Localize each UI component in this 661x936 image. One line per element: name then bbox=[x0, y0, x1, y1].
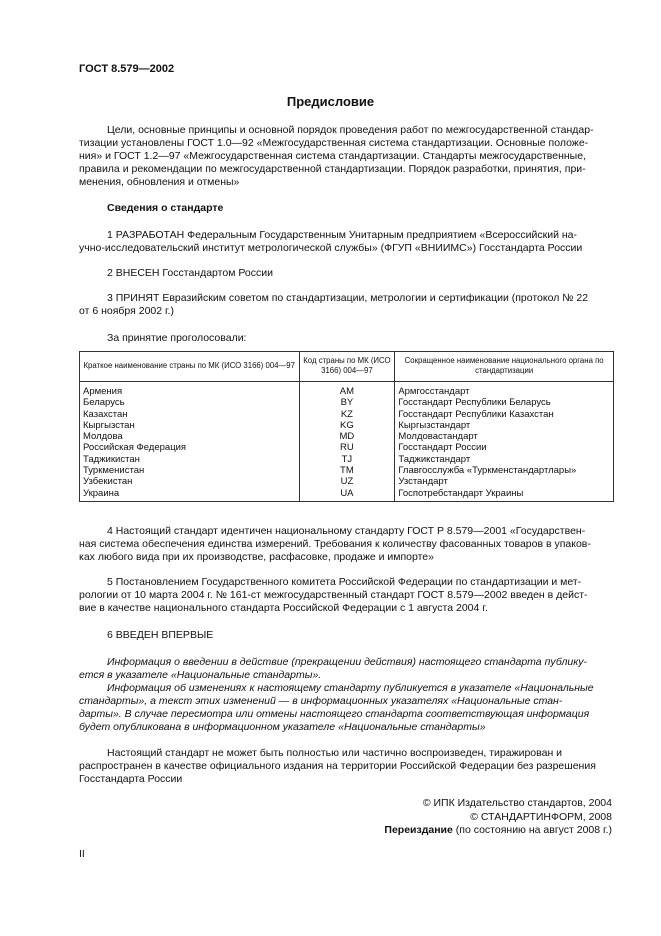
cell-body: Таджикстандарт bbox=[398, 453, 471, 465]
reissue-label: Переиздание bbox=[384, 824, 453, 836]
item-3 bbox=[79, 292, 613, 318]
header-body: Сокращенное наименование национального органа по стандартизации bbox=[395, 352, 614, 382]
item-2-line: 2 ВНЕСЕН Госстандартом России bbox=[107, 267, 273, 279]
cell-code: KG bbox=[299, 420, 395, 431]
cell-body: Госпотребстандарт Украины bbox=[398, 487, 524, 499]
notice-introduction bbox=[79, 656, 613, 682]
table-row bbox=[80, 442, 614, 453]
item-4-line: 4 Настоящий стандарт идентичен национальному стандарту ГОСТ Р 8.579—2001 «Государствен- bbox=[107, 525, 586, 537]
item-6 bbox=[79, 629, 613, 642]
intro-line: ния» и ГОСТ 1.2—97 «Межгосударственная система стандартизации. Стандарты межгосударственные, bbox=[79, 150, 586, 162]
header-country: Краткое наименование страны по МК (ИСО 3166) 004—97 bbox=[80, 352, 300, 382]
cell-code: BY bbox=[299, 397, 395, 408]
item-5-line: 5 Постановлением Государственного комитета Российской Федерации по стандартизации и мет- bbox=[107, 576, 582, 588]
cell-country: Таджикистан bbox=[80, 454, 300, 465]
copyright-line: распространен в качестве официального издания на территории Российской Федерации без разрешения bbox=[79, 760, 596, 772]
copyright-line: Настоящий стандарт не может быть полностью или частично воспроизведен, тиражирован и bbox=[107, 747, 563, 759]
item-1-line: учно-исследовательский институт метрологической службы» (ФГУП «ВНИИМС») Госстандарта России bbox=[79, 242, 583, 254]
table-row bbox=[80, 454, 614, 465]
cell-country: Армения bbox=[80, 382, 300, 398]
cell-country: Узбекистан bbox=[80, 476, 300, 487]
item-3-line: от 6 ноября 2002 г.) bbox=[79, 305, 174, 317]
cell-body: Кыргызстандарт bbox=[398, 419, 471, 431]
cell-code: TJ bbox=[299, 454, 395, 465]
item-5 bbox=[79, 576, 613, 615]
item-2 bbox=[79, 267, 613, 280]
item-3-line: 3 ПРИНЯТ Евразийским советом по стандартизации, метрологии и сертификации (протокол № 22 bbox=[107, 292, 589, 304]
reissue-date: (по состоянию на август 2008 г.) bbox=[452, 824, 612, 836]
table-row bbox=[80, 382, 614, 398]
votes-table bbox=[79, 351, 614, 502]
cell-code: AM bbox=[299, 382, 395, 398]
table-row bbox=[80, 420, 614, 431]
intro-paragraph bbox=[79, 124, 613, 189]
notice-changes bbox=[79, 682, 613, 734]
cell-code: KZ bbox=[299, 409, 395, 420]
item-1 bbox=[79, 229, 613, 255]
imprint-line-1: © ИПК Издательство стандартов, 2004 bbox=[422, 797, 612, 809]
intro-line: правила и рекомендации по межгосударственной стандартизации. Порядок разработки, принятия, при- bbox=[79, 163, 586, 175]
cell-body: Молдовастандарт bbox=[398, 431, 478, 443]
cell-code: UA bbox=[299, 488, 395, 502]
item-1-line: 1 РАЗРАБОТАН Федеральным Государственным Унитарным предприятием «Всероссийский на- bbox=[107, 229, 578, 241]
cell-body: Госстандарт России bbox=[398, 442, 487, 454]
intro-line: Цели, основные принципы и основной порядок проведения работ по межгосударственной стандар- bbox=[107, 124, 594, 136]
table-row bbox=[80, 465, 614, 476]
table-row bbox=[80, 488, 614, 502]
imprint-reissue bbox=[384, 824, 612, 838]
cell-body: Главгосслужба «Туркменстандартлары» bbox=[398, 465, 577, 477]
item-4-line: ная система обеспечения единства измерений. Требования к количеству фасованных товаров в упаков- bbox=[79, 538, 591, 550]
cell-body: Узстандарт bbox=[398, 476, 448, 488]
item-4 bbox=[79, 525, 613, 564]
item-6-line: 6 ВВЕДЕН ВПЕРВЫЕ bbox=[107, 629, 214, 641]
imprint bbox=[384, 797, 612, 838]
page-number: II bbox=[79, 848, 85, 860]
page-title: Предисловие bbox=[286, 94, 375, 109]
notice-line: ется в указателе «Национальные стандарты». bbox=[79, 669, 322, 681]
copyright-notice bbox=[79, 747, 613, 786]
cell-code: TM bbox=[299, 465, 395, 476]
intro-line: менения, обновления и отмены» bbox=[79, 176, 240, 188]
table-row bbox=[80, 409, 614, 420]
item-4-line: ках любого вида при их производстве, расфасовке, продаже и импорте» bbox=[79, 551, 434, 563]
table-row bbox=[80, 431, 614, 442]
cell-code: MD bbox=[299, 431, 395, 442]
copyright-line: Госстандарта России bbox=[79, 773, 183, 785]
cell-body: Госстандарт Республики Казахстан bbox=[398, 408, 554, 420]
cell-country: Беларусь bbox=[80, 397, 300, 408]
cell-body: Госстандарт Республики Беларусь bbox=[398, 397, 551, 409]
notice-line: стандарты», а текст этих изменений — в информационных указателях «Национальные стан- bbox=[79, 695, 563, 707]
cell-country: Украина bbox=[80, 488, 300, 502]
table-header-row bbox=[80, 352, 614, 382]
notice-line: дарты». В случае пересмотра или отмены настоящего стандарта соответствующая информация bbox=[79, 708, 590, 720]
info-heading: Сведения о стандарте bbox=[107, 202, 224, 214]
table-row bbox=[80, 397, 614, 408]
cell-code: RU bbox=[299, 442, 395, 453]
cell-country: Казахстан bbox=[80, 409, 300, 420]
item-5-line: вие в качестве национального стандарта Российской Федерации с 1 августа 2004 г. bbox=[79, 602, 488, 614]
cell-country: Российская Федерация bbox=[80, 442, 300, 453]
imprint-line-2: © СТАНДАРТИНФОРМ, 2008 bbox=[470, 810, 612, 823]
notice-line: будет опубликована в информационном указателе «Национальные стандарты» bbox=[79, 721, 486, 733]
votes-label bbox=[79, 332, 613, 345]
header-code: Код страны по МК (ИСО 3166) 004—97 bbox=[299, 352, 395, 382]
intro-line: тизации установлены ГОСТ 1.0—92 «Межгосударственная система стандартизации. Основные положе- bbox=[79, 137, 589, 149]
document-code: ГОСТ 8.579—2002 bbox=[79, 63, 175, 75]
item-5-line: рологии от 10 марта 2004 г. № 161-ст межгосударственный стандарт ГОСТ 8.579—2002 введен в дейст- bbox=[79, 589, 588, 601]
notice-line: Информация об изменениях к настоящему стандарту публикуется в указателе «Национальные bbox=[107, 682, 594, 694]
cell-code: UZ bbox=[299, 476, 395, 487]
votes-label-text: За принятие проголосовали: bbox=[107, 332, 247, 344]
table-row bbox=[80, 476, 614, 487]
cell-country: Молдова bbox=[80, 431, 300, 442]
cell-body: Армгосстандарт bbox=[398, 386, 470, 397]
notice-line: Информация о введении в действие (прекращении действия) настоящего стандарта публику- bbox=[107, 656, 587, 668]
cell-country: Кыргызстан bbox=[80, 420, 300, 431]
cell-country: Туркменистан bbox=[80, 465, 300, 476]
